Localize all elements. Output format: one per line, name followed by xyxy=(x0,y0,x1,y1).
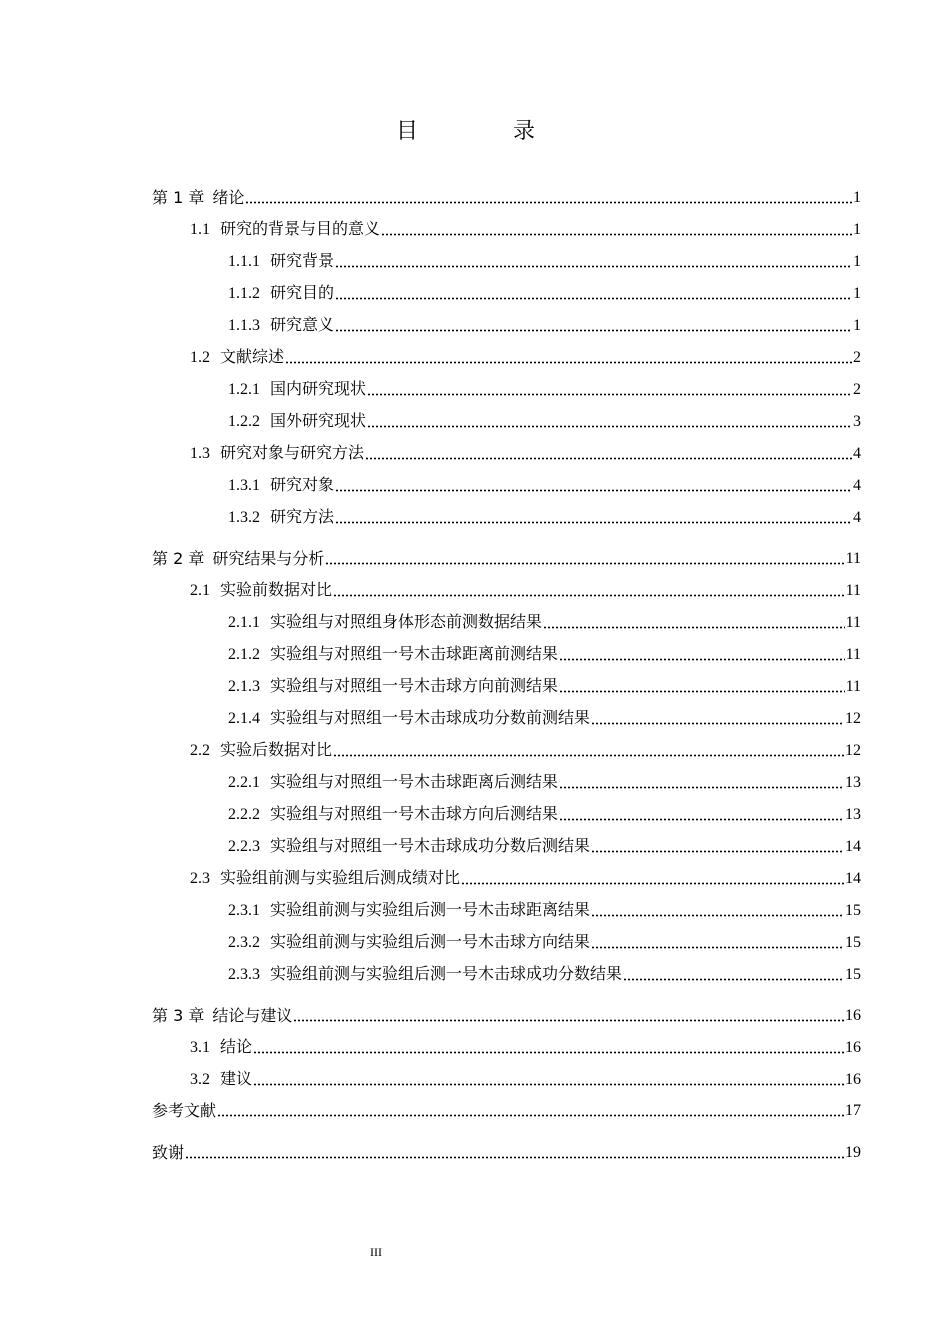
toc-entry-number: 第 2 章 xyxy=(152,549,205,568)
toc-entry-page-number: 11 xyxy=(845,614,861,631)
dot-leader xyxy=(335,254,852,268)
toc-entry-label xyxy=(228,932,590,953)
dot-leader xyxy=(591,935,844,949)
dot-leader xyxy=(185,1145,844,1159)
toc-entry-page-number: 3 xyxy=(853,413,861,430)
toc-entry-number: 2.1.2 xyxy=(228,646,260,663)
toc-entry-label xyxy=(228,708,590,729)
toc-entry[interactable] xyxy=(228,472,861,496)
toc-entry[interactable] xyxy=(152,1002,861,1026)
toc-entry[interactable] xyxy=(228,961,861,985)
toc-entry-number: 2.1.3 xyxy=(228,678,260,695)
toc-entry-number: 2.2.2 xyxy=(228,806,260,823)
toc-entry-text: 实验组与对照组一号木击球成功分数前测结果 xyxy=(270,708,591,727)
toc-entry-label xyxy=(190,1069,252,1090)
toc-entry-page-number: 12 xyxy=(845,710,861,727)
toc-entry-text: 实验组前测与实验组后测一号木击球成功分数结果 xyxy=(270,964,623,983)
toc-entry[interactable] xyxy=(190,1066,861,1090)
toc-entry[interactable] xyxy=(228,929,861,953)
toc-entry-page-number: 12 xyxy=(845,742,861,759)
dot-leader xyxy=(559,807,844,821)
toc-entry-page-number: 2 xyxy=(853,381,861,398)
toc-entry-page-number: 14 xyxy=(845,838,861,855)
toc-entry-label xyxy=(228,964,622,985)
toc-entry-text: 实验组与对照组一号木击球方向前测结果 xyxy=(270,676,559,695)
toc-entry-text: 实验组前测与实验组后测一号木击球方向结果 xyxy=(270,932,591,951)
toc-entry-text: 实验组前测与实验组后测成绩对比 xyxy=(220,868,461,887)
toc-entry[interactable] xyxy=(190,440,861,464)
toc-entry-number: 1.1.3 xyxy=(228,317,260,334)
toc-entry-page-number: 15 xyxy=(845,966,861,983)
toc-entry-number: 第 1 章 xyxy=(152,188,205,207)
toc-entry[interactable] xyxy=(228,705,861,729)
toc-entry-label xyxy=(228,411,366,432)
toc-entry-number: 1.2.1 xyxy=(228,381,260,398)
toc-entry-page-number: 17 xyxy=(845,1102,861,1119)
toc-entry[interactable] xyxy=(228,248,861,272)
toc-entry-label xyxy=(152,1101,216,1121)
toc-entry-number: 1.1.2 xyxy=(228,285,260,302)
toc-entry[interactable] xyxy=(190,737,861,761)
dot-leader xyxy=(559,679,845,693)
toc-entry-label xyxy=(152,188,244,208)
toc-entry-page-number: 2 xyxy=(853,349,861,366)
dot-leader xyxy=(245,190,852,204)
toc-entry-number: 1.2 xyxy=(190,349,210,366)
toc-entry-label xyxy=(228,772,558,793)
toc-entry-number: 2.3.1 xyxy=(228,902,260,919)
dot-leader xyxy=(293,1008,844,1022)
toc-entry-text: 结论与建议 xyxy=(212,1006,293,1025)
toc-entry-page-number: 1 xyxy=(853,285,861,302)
toc-entry[interactable] xyxy=(152,545,861,569)
toc-entry-number: 2.3.2 xyxy=(228,934,260,951)
toc-entry-number: 1.3.2 xyxy=(228,509,260,526)
toc-entry-number: 1.2.2 xyxy=(228,413,260,430)
toc-entry-page-number: 14 xyxy=(845,870,861,887)
toc-entry-number: 2.2.1 xyxy=(228,774,260,791)
toc-entry-page-number: 13 xyxy=(845,806,861,823)
dot-leader xyxy=(325,551,844,565)
dot-leader xyxy=(559,647,845,661)
toc-entry[interactable] xyxy=(152,1097,861,1121)
toc-entry-page-number: 11 xyxy=(845,646,861,663)
toc-entry-label xyxy=(152,549,324,569)
dot-leader xyxy=(217,1103,844,1117)
toc-entry-page-number: 1 xyxy=(853,189,861,206)
toc-entry-text: 实验组与对照组一号木击球距离后测结果 xyxy=(270,772,559,791)
toc-entry-number: 1.1.1 xyxy=(228,253,260,270)
dot-leader xyxy=(591,839,844,853)
toc-entry-label xyxy=(228,612,542,633)
toc-entry[interactable] xyxy=(228,312,861,336)
dot-leader xyxy=(367,414,852,428)
toc-entry-label xyxy=(228,804,558,825)
dot-leader xyxy=(333,743,844,757)
toc-entry-number: 3.2 xyxy=(190,1071,210,1088)
toc-entry-text: 文献综述 xyxy=(220,347,285,366)
dot-leader xyxy=(591,711,844,725)
toc-entry-number: 2.1.1 xyxy=(228,614,260,631)
toc-entry[interactable] xyxy=(228,769,861,793)
toc-entry[interactable] xyxy=(190,216,861,240)
toc-entry-label xyxy=(228,379,366,400)
toc-entry-number: 2.2 xyxy=(190,742,210,759)
dot-leader xyxy=(623,967,844,981)
dot-leader xyxy=(559,775,844,789)
toc-entry[interactable] xyxy=(152,1139,861,1163)
toc-entry-page-number: 11 xyxy=(845,678,861,695)
toc-entry-text: 研究意义 xyxy=(270,315,335,334)
toc-entry[interactable] xyxy=(190,1034,861,1058)
toc-entry-label xyxy=(228,507,334,528)
toc-entry-page-number: 4 xyxy=(853,445,861,462)
toc-entry-text: 研究的背景与目的意义 xyxy=(220,219,381,238)
toc-entry-number: 3.1 xyxy=(190,1039,210,1056)
toc-entry-text: 参考文献 xyxy=(152,1101,217,1120)
dot-leader xyxy=(335,510,852,524)
toc-entry-text: 建议 xyxy=(220,1069,253,1088)
toc-entry-number: 2.3 xyxy=(190,870,210,887)
toc-entry-page-number: 15 xyxy=(845,934,861,951)
toc-entry-label xyxy=(190,580,332,601)
toc-entry-number: 1.3.1 xyxy=(228,477,260,494)
dot-leader xyxy=(253,1072,844,1086)
toc-entry[interactable] xyxy=(228,641,861,665)
dot-leader xyxy=(543,615,845,629)
toc-entry-text: 实验组与对照组一号木击球成功分数后测结果 xyxy=(270,836,591,855)
toc-entry-number: 2.3.3 xyxy=(228,966,260,983)
toc-entry-label xyxy=(228,251,334,272)
toc-entry-label xyxy=(190,740,332,761)
toc-entry-label xyxy=(228,900,590,921)
toc-entry[interactable] xyxy=(190,344,861,368)
toc-entry-number: 2.1.4 xyxy=(228,710,260,727)
toc-entry[interactable] xyxy=(228,897,861,921)
dot-leader xyxy=(365,446,852,460)
toc-entry[interactable] xyxy=(228,833,861,857)
toc-entry-number: 第 3 章 xyxy=(152,1006,205,1025)
toc-entry-label xyxy=(228,475,334,496)
toc-entry-text: 研究方法 xyxy=(270,507,335,526)
toc-entry[interactable] xyxy=(228,408,861,432)
dot-leader xyxy=(461,871,844,885)
toc-entry[interactable] xyxy=(152,184,861,208)
toc-entry[interactable] xyxy=(190,577,861,601)
toc-entry-page-number: 1 xyxy=(853,317,861,334)
dot-leader xyxy=(335,318,852,332)
toc-entry-text: 国外研究现状 xyxy=(270,411,367,430)
toc-entry[interactable] xyxy=(190,865,861,889)
toc-entry-page-number: 19 xyxy=(845,1144,861,1161)
toc-entry-text: 研究背景 xyxy=(270,251,335,270)
toc-entry-page-number: 1 xyxy=(853,221,861,238)
toc-entry-text: 研究结果与分析 xyxy=(212,549,325,568)
toc-entry-page-number: 13 xyxy=(845,774,861,791)
toc-entry-label xyxy=(190,347,284,368)
dot-leader xyxy=(253,1040,844,1054)
toc-entry[interactable] xyxy=(228,376,861,400)
toc-entry-text: 致谢 xyxy=(152,1143,185,1162)
toc-entry-label xyxy=(190,219,380,240)
toc-entry-number: 2.1 xyxy=(190,582,210,599)
toc-entry-text: 实验后数据对比 xyxy=(220,740,333,759)
toc-entry-page-number: 11 xyxy=(845,550,861,567)
toc-entry-label xyxy=(228,836,590,857)
toc-entry-page-number: 11 xyxy=(845,582,861,599)
toc-title: 目 录 xyxy=(396,119,579,144)
toc-entry-label xyxy=(190,868,460,889)
dot-leader xyxy=(335,286,852,300)
toc-entry-label xyxy=(152,1006,292,1026)
toc-entry-text: 实验前数据对比 xyxy=(220,580,333,599)
toc-entry-label xyxy=(228,283,334,304)
toc-entry[interactable] xyxy=(228,504,861,528)
toc-entry[interactable] xyxy=(228,673,861,697)
page-number-footer: III xyxy=(370,1245,382,1259)
toc-entry[interactable] xyxy=(228,280,861,304)
dot-leader xyxy=(333,583,845,597)
toc-entry-page-number: 4 xyxy=(853,477,861,494)
toc-entry-text: 国内研究现状 xyxy=(270,379,367,398)
toc-entry-text: 绪论 xyxy=(212,188,245,207)
toc-entry-label xyxy=(228,644,558,665)
toc-entry-text: 实验组与对照组一号木击球距离前测结果 xyxy=(270,644,559,663)
toc-entry-label xyxy=(190,1037,252,1058)
toc-entry-text: 实验组与对照组身体形态前测数据结果 xyxy=(270,612,543,631)
toc-entry-text: 研究目的 xyxy=(270,283,335,302)
toc-entry-text: 结论 xyxy=(220,1037,253,1056)
toc-entry-text: 实验组前测与实验组后测一号木击球距离结果 xyxy=(270,900,591,919)
toc-entry-page-number: 4 xyxy=(853,509,861,526)
toc-entry[interactable] xyxy=(228,609,861,633)
toc-entry-page-number: 16 xyxy=(845,1007,861,1024)
dot-leader xyxy=(335,478,852,492)
toc-entry-page-number: 16 xyxy=(845,1039,861,1056)
toc-entry-number: 2.2.3 xyxy=(228,838,260,855)
toc-entry-label xyxy=(228,676,558,697)
toc-entry-page-number: 1 xyxy=(853,253,861,270)
dot-leader xyxy=(367,382,852,396)
toc-entry-label xyxy=(190,443,364,464)
dot-leader xyxy=(591,903,844,917)
toc-entry[interactable] xyxy=(228,801,861,825)
toc-entry-page-number: 16 xyxy=(845,1071,861,1088)
toc-entry-text: 研究对象 xyxy=(270,475,335,494)
dot-leader xyxy=(381,222,852,236)
toc-entry-number: 1.3 xyxy=(190,445,210,462)
toc-entry-text: 实验组与对照组一号木击球方向后测结果 xyxy=(270,804,559,823)
toc-entry-label xyxy=(228,315,334,336)
toc-entry-number: 1.1 xyxy=(190,221,210,238)
dot-leader xyxy=(285,350,852,364)
toc-entry-label xyxy=(152,1143,184,1163)
toc-entry-text: 研究对象与研究方法 xyxy=(220,443,365,462)
toc-entry-page-number: 15 xyxy=(845,902,861,919)
